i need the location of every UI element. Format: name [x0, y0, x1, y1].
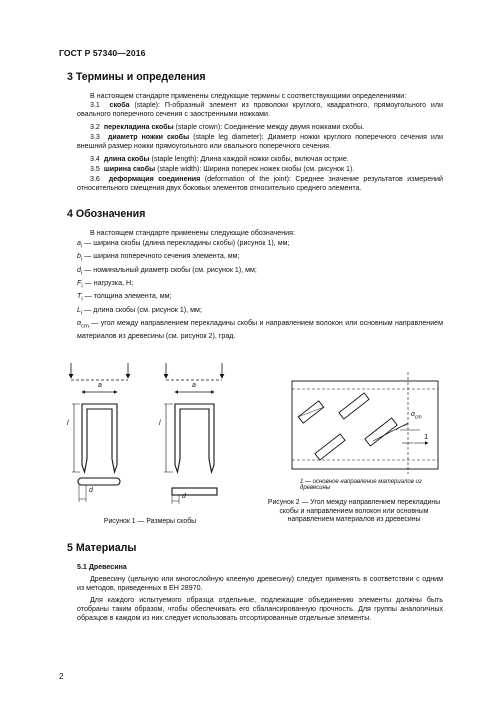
- fig1-label-a1: a: [98, 382, 102, 389]
- term-3-5: 3.5 ширина скобы (staple width): Ширина поперек ножек скобы (см. рисунок 1).: [90, 165, 355, 173]
- section-5-title: 5 Материалы: [67, 542, 137, 554]
- symbol-b: $b_i$ — ширина поперечного сечения элемента, мм;: [77, 252, 240, 263]
- fig1-label-a2: a: [192, 382, 196, 389]
- section-4-title: 4 Обозначения: [67, 208, 146, 220]
- fig1-label-l1: l: [67, 420, 69, 427]
- fig1-label-d1: d: [89, 487, 93, 494]
- term-3-4: 3.4 длина скобы (staple length): Длина каждой ножки скобы, включая острие.: [90, 155, 349, 163]
- symbol-f: $F_i$ — нагрузка, Н;: [77, 278, 134, 290]
- term-3-1: 3.1 скоба (staple): П-образный элемент из проволоки круглого, квадратного, прямоугольного или овального поперечного сечения с заостренными ножками.: [77, 101, 443, 119]
- figure-2-note: 1 — основное направление материалов из древесины: [300, 479, 422, 491]
- section-5-1-title: 5.1 Древесина: [77, 563, 127, 571]
- fig1-label-l2: l: [159, 420, 161, 427]
- fig2-label-alpha: $\alpha_{cm}$: [411, 411, 422, 421]
- fig2-diagram: [292, 372, 438, 474]
- fig2-label-1: 1: [424, 432, 429, 441]
- symbol-t: $T_i$ — толщина элемента, мм;: [77, 292, 172, 303]
- fig1-staple-round: [72, 392, 120, 502]
- page-number: 2: [59, 671, 64, 681]
- symbol-a: $a_i$ — ширина скобы (длина перекладины скобы) (рисунок 1), мм;: [77, 239, 290, 250]
- section-4-intro: В настоящем стандарте применены следующие обозначения:: [90, 229, 295, 237]
- section-5-para1: Древесину (цельную или многослойную клееную древесину) следует применять в соответствии с одним из методов, приведенных в ЕН 28970.: [77, 575, 443, 593]
- symbol-alpha: $\alpha_{cm}$ — угол между направлением перекладины скобы и направлением волокон или основным направлением материалов из древесины (см. рисунок 2), град.: [77, 318, 443, 341]
- fig1-staple-rect: [164, 392, 217, 504]
- figure-2-caption: Рисунок 2 — Угол между направлением перекладины скобы и направлением волокон или основным направлением материалов из древесины: [267, 499, 441, 524]
- symbol-d: $d_i$ — номинальный диаметр скобы (см. рисунок 1), мм;: [77, 265, 257, 277]
- symbol-l: $L_i$ — длина скобы (см. рисунок 1), мм;: [77, 305, 202, 316]
- fig1-load-arrows: [71, 363, 222, 380]
- section-3-title: 3 Термины и определения: [67, 71, 206, 83]
- figure-1-caption: Рисунок 1 — Размеры скобы: [103, 518, 197, 525]
- section-3-intro: В настоящем стандарте применены следующие термины с соответствующими определениями:: [90, 92, 407, 100]
- section-5-para2: Для каждого испытуемого образца отдельные, подлежащие объединению элементы должны быть отобраны таким образом, чтобы обеспечивать его сбалансированную прочность. Для группы аналогичных образцов в каждом из них следует использовать отсортированные отдельные элементы.: [77, 596, 443, 623]
- document-header: ГОСТ Р 57340—2016: [59, 48, 146, 58]
- term-3-6: 3.6 деформация соединения (deformation of the joint): Среднее значение результатов измерений относительного смещения двух боковых элементов относительно среднего элемента.: [77, 175, 443, 193]
- term-3-3: 3.3 диаметр ножки скобы (staple leg diameter): Диаметр ножки круглого поперечного сечения или внешний размер ножки прямоугольного или овального поперечного сечения.: [77, 133, 444, 151]
- term-3-2: 3.2 перекладина скобы (staple crown): Соединение между двумя ножками скобы.: [90, 123, 365, 131]
- fig1-label-d2: d: [182, 493, 186, 500]
